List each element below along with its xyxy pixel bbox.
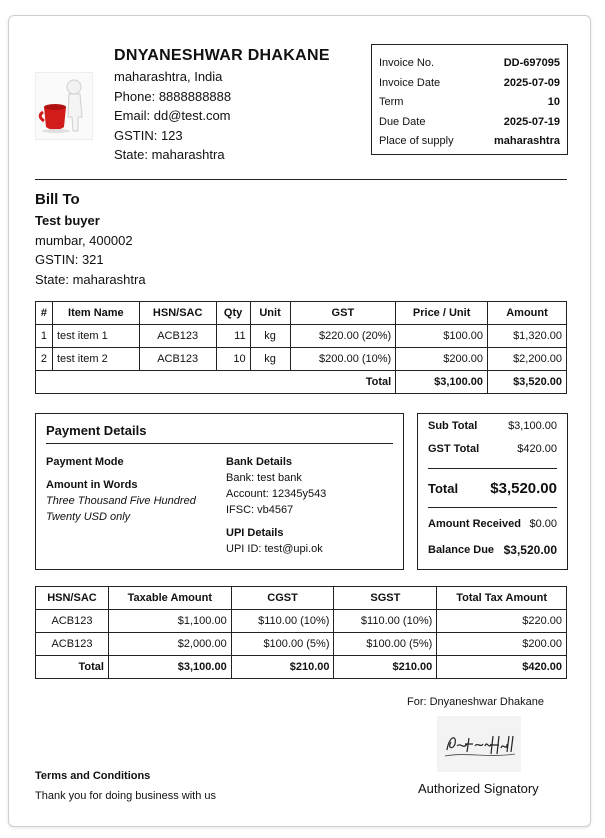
amount-received-value: $0.00	[529, 518, 557, 530]
amount-words: Three Thousand Five Hundred Twenty USD only	[46, 495, 196, 523]
tax-taxable: $2,000.00	[108, 633, 231, 656]
meta-value: 2025-07-19	[503, 115, 560, 128]
seller-gstin: GSTIN: 123	[114, 127, 183, 143]
meta-label: Invoice Date	[379, 76, 441, 89]
column-header: Amount	[488, 302, 567, 325]
item-number: 2	[36, 348, 53, 371]
summary-divider	[428, 507, 557, 508]
received-row	[428, 512, 557, 536]
signature-icon	[437, 716, 521, 772]
seller-location: maharashtra, India	[114, 69, 223, 84]
meta-label: Term	[379, 96, 404, 109]
seller-email: Email: dd@test.com	[114, 108, 231, 124]
tax-total-label: Total	[36, 656, 109, 679]
tax-total-amount: $420.00	[437, 656, 567, 679]
tax-total-taxable: $3,100.00	[108, 656, 231, 679]
items-total-amount: $3,520.00	[488, 371, 567, 394]
tax-header-row	[36, 587, 567, 610]
items-table	[35, 301, 567, 394]
summary-divider	[428, 468, 557, 469]
column-header: Taxable Amount	[108, 587, 231, 610]
column-header: HSN/SAC	[139, 302, 216, 325]
sub-total-label: Sub Total	[428, 420, 478, 432]
sub-total-value: $3,100.00	[508, 420, 557, 432]
seller-phone: Phone: 8888888888	[114, 88, 232, 104]
items-total-row	[36, 371, 567, 394]
bill-to	[35, 189, 146, 289]
tax-total-sgst: $210.00	[334, 656, 437, 679]
upi-id: UPI ID: test@upi.ok	[226, 543, 323, 555]
balance-row	[428, 536, 557, 564]
items-total-price: $3,100.00	[396, 371, 488, 394]
terms-text: Thank you for doing business with us	[35, 790, 216, 802]
column-header: Qty	[216, 302, 250, 325]
bill-to-heading: Bill To	[35, 191, 80, 208]
meta-row	[379, 113, 560, 133]
item-amount: $2,200.00	[488, 348, 567, 371]
grand-total-row	[428, 473, 557, 503]
column-header: Unit	[250, 302, 290, 325]
person-with-cup-icon	[36, 73, 94, 141]
seller-state: State: maharashtra	[114, 147, 225, 163]
amount-received-label: Amount Received	[428, 518, 521, 530]
table-row	[36, 610, 567, 633]
column-header: SGST	[334, 587, 437, 610]
tax-total-row	[36, 656, 567, 679]
summary-box	[417, 413, 568, 570]
terms-heading: Terms and Conditions	[35, 770, 151, 782]
tax-hsn: ACB123	[36, 610, 109, 633]
meta-label: Invoice No.	[379, 57, 435, 69]
amount-words-label: Amount in Words	[46, 479, 138, 491]
item-name: test item 2	[52, 348, 139, 371]
item-number: 1	[36, 325, 53, 348]
meta-value: 10	[547, 96, 560, 109]
items-header-row	[36, 302, 567, 325]
column-header: HSN/SAC	[36, 587, 109, 610]
item-gst: $220.00 (20%)	[290, 325, 396, 348]
tax-cgst: $100.00 (5%)	[231, 633, 334, 656]
item-price: $200.00	[396, 348, 488, 371]
buyer-state: State: maharashtra	[35, 271, 146, 287]
authorized-signatory: Authorized Signatory	[418, 781, 539, 796]
gst-total-value: $420.00	[517, 443, 557, 455]
gst-total-row	[428, 443, 557, 464]
tax-total: $220.00	[437, 610, 567, 633]
meta-row	[379, 132, 560, 152]
tax-sgst: $110.00 (10%)	[334, 610, 437, 633]
balance-due-label: Balance Due	[428, 544, 495, 556]
item-hsn: ACB123	[139, 348, 216, 371]
item-price: $100.00	[396, 325, 488, 348]
bank-name: Bank: test bank	[226, 472, 302, 484]
item-unit: kg	[250, 325, 290, 348]
signature-for: For: Dnyaneshwar Dhakane	[407, 696, 544, 708]
items-total-label: Total	[36, 371, 396, 394]
seller-info	[114, 46, 330, 165]
meta-value: 2025-07-09	[503, 76, 560, 89]
terms	[35, 766, 216, 806]
bank-ifsc: IFSC: vb4567	[226, 504, 294, 516]
sub-total-row	[428, 420, 557, 443]
table-row	[36, 348, 567, 371]
column-header: CGST	[231, 587, 334, 610]
item-qty: 10	[216, 348, 250, 371]
payment-mode-label: Payment Mode	[46, 456, 124, 468]
meta-label: Place of supply	[379, 135, 454, 148]
header-divider	[35, 179, 567, 180]
tax-hsn: ACB123	[36, 633, 109, 656]
meta-row	[379, 54, 560, 74]
balance-due-value: $3,520.00	[503, 543, 557, 557]
tax-table	[35, 586, 567, 679]
company-logo	[35, 72, 93, 140]
signature-image	[437, 716, 521, 772]
item-hsn: ACB123	[139, 325, 216, 348]
tax-taxable: $1,100.00	[108, 610, 231, 633]
meta-value: maharashtra	[493, 135, 560, 148]
payment-details	[35, 413, 404, 570]
item-qty: 11	[216, 325, 250, 348]
item-name: test item 1	[52, 325, 139, 348]
table-row	[36, 325, 567, 348]
grand-total-label: Total	[428, 480, 459, 496]
item-unit: kg	[250, 348, 290, 371]
invoice-meta	[371, 44, 568, 155]
meta-label: Due Date	[379, 115, 426, 128]
item-amount: $1,320.00	[488, 325, 567, 348]
payment-title: Payment Details	[46, 423, 393, 444]
item-gst: $200.00 (10%)	[290, 348, 396, 371]
invoice-page	[8, 15, 591, 827]
meta-row	[379, 74, 560, 94]
tax-sgst: $100.00 (5%)	[334, 633, 437, 656]
tax-total: $200.00	[437, 633, 567, 656]
bank-account: Account: 12345y543	[226, 488, 327, 500]
table-row	[36, 633, 567, 656]
buyer-name: Test buyer	[35, 213, 100, 228]
column-header: Price / Unit	[396, 302, 488, 325]
buyer-address: mumbar, 400002	[35, 232, 133, 248]
meta-row	[379, 93, 560, 113]
column-header: Total Tax Amount	[437, 587, 567, 610]
gst-total-label: GST Total	[428, 443, 480, 455]
bank-details-label: Bank Details	[226, 456, 293, 468]
grand-total-value: $3,520.00	[490, 479, 557, 497]
buyer-gstin: GSTIN: 321	[35, 252, 104, 268]
column-header: GST	[290, 302, 396, 325]
column-header: Item Name	[52, 302, 139, 325]
upi-details-label: UPI Details	[226, 527, 284, 539]
tax-cgst: $110.00 (10%)	[231, 610, 334, 633]
tax-total-cgst: $210.00	[231, 656, 334, 679]
column-header: #	[36, 302, 53, 325]
seller-name: DNYANESHWAR DHAKANE	[114, 47, 330, 64]
meta-value: DD-697095	[503, 57, 560, 69]
